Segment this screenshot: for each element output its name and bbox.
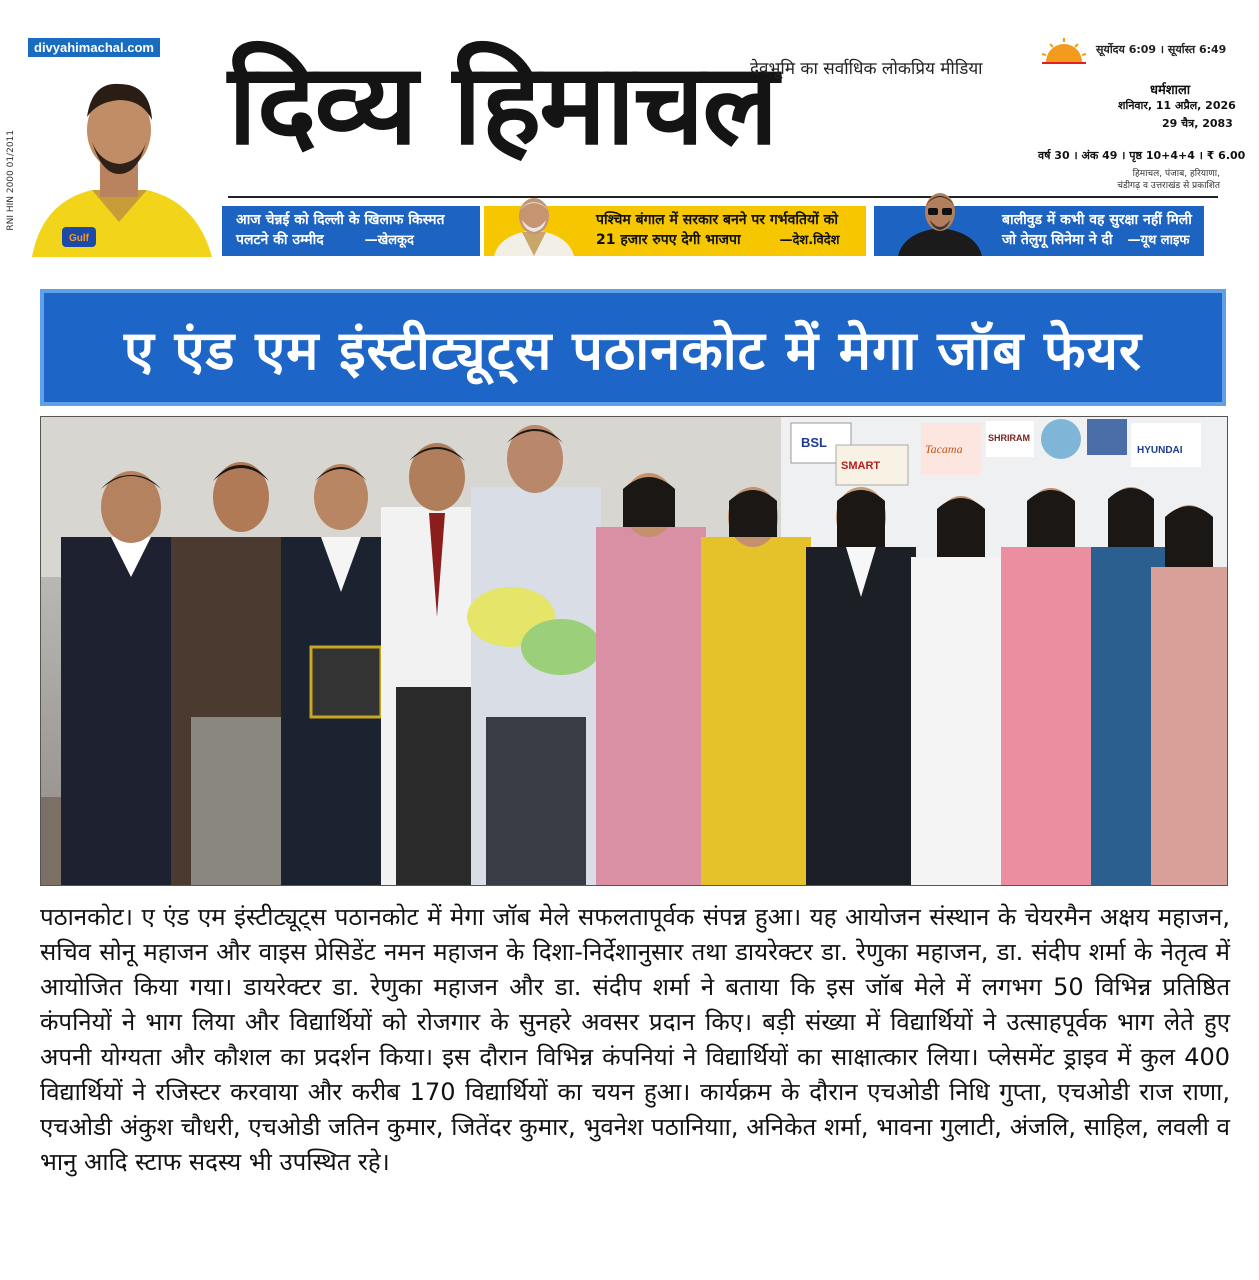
edition-city: धर्मशाला — [1150, 83, 1191, 98]
teaser-section: —यूथ लाइफ — [1127, 233, 1190, 248]
teaser-sports[interactable] — [222, 206, 480, 256]
headline-banner — [40, 289, 1226, 406]
newspaper-logo[interactable]: दिव्य हिमाचल — [228, 39, 777, 170]
masthead-divider — [228, 196, 1218, 198]
teaser-section: —खेलकूद — [364, 233, 414, 248]
article-body: पठानकोट। ए एंड एम इंस्टीट्यूट्स पठानकोट में मेगा जॉब मेले सफलतापूर्वक संपन्न हुआ। यह आयोजन संस्थान के चेयरमैन अक्षय महाजन, सचिव सोनू महाजन और वाइस प्रेसिडेंट नमन महाजन के दिशा-निर्देशानुसार तथा डायरेक्टर डा. रेणुका महाजन, डा. संदीप शर्मा के नेतृत्व में आयोजित किया गया। डायरेक्टर डा. रेणुका महाजन और डा. संदीप शर्मा ने बताया कि इस जॉब मेले में लगभग 50 विभिन्न प्रतिष्ठित कंपनियों ने भाग लिया और विद्यार्थियों को रोजगार के सुनहरे अवसर प्रदान किए। बड़ी संख्या में विद्यार्थियों ने उत्साहपूर्वक भाग लेते हुए अपनी योग्यता और कौशल का प्रदर्शन किया। इस दौरान विभिन्न कंपनियां ने विद्यार्थियों का साक्षात्कार लिया। प्लेसमेंट ड्राइव में कुल 400 विद्यार्थियों ने रजिस्टर करवाया और करीब 170 विद्यार्थियों का चयन हुआ। कार्यक्रम के दौरान एचओडी निधि गुप्ता, एचओडी राज राणा, एचओडी अंकुश चौधरी, एचओडी जतिन कुमार, जितेंदर कुमार, भुवनेश पठानियाा, अनिकेत शर्मा, भावना गुलाटी, अंजलि, साहिल, लवली व भानु आदि स्टाफ सदस्य भी उपस्थित रहे। — [40, 903, 1230, 1176]
teaser-line1: पश्चिम बंगाल में सरकार बनने पर गर्भवतियों को — [596, 212, 839, 228]
teaser-line1: आज चेन्नई को दिल्ली के खिलाफ किस्मत — [236, 212, 445, 228]
article-headline: ए एंड एम इंस्टीट्यूट्स पठानकोट में मेगा जॉब फेयर — [124, 319, 1142, 382]
sun-times: सूर्योदय 6:09 । सूर्यास्त 6:49 — [1096, 43, 1227, 56]
teaser-line2: जो तेलुगू सिनेमा ने दी — [1002, 232, 1113, 248]
jersey-logo: Gulf — [69, 233, 89, 244]
filmmaker-image — [898, 188, 982, 256]
tagline: देवभूमि का सर्वाधिक लोकप्रिय मीडिया — [750, 59, 983, 79]
article-photo — [40, 416, 1228, 886]
teaser-youth[interactable] — [874, 206, 1204, 256]
banner-logo: SMART — [841, 460, 881, 472]
sun-icon — [1040, 36, 1088, 70]
banner-logo: Tacama — [925, 442, 963, 456]
issue-info: वर्ष 30 । अंक 49 । पृष्ठ 10+4+4 । ₹ 6.00 — [1038, 149, 1246, 162]
site-url[interactable]: divyahimachal.com — [28, 38, 160, 57]
issue-date: शनिवार, 11 अप्रैल, 2026 — [1118, 99, 1236, 112]
teaser-line2: पलटने की उम्मीद — [236, 232, 324, 248]
teaser-section: —देश.विदेश — [779, 233, 840, 248]
teaser-national[interactable] — [484, 206, 866, 256]
teaser-line1: बालीवुड में कभी वह सुरक्षा नहीं मिली — [1002, 212, 1192, 228]
banner-logo: HYUNDAI — [1137, 445, 1183, 456]
hindu-date: 29 चैत्र, 2083 — [1162, 117, 1233, 130]
politician-image — [492, 194, 576, 256]
masthead — [0, 0, 1259, 262]
banner-logo: SHRIRAM — [988, 433, 1030, 443]
banner-logo: BSL — [801, 435, 827, 450]
cricketer-image — [22, 62, 217, 257]
teaser-line2: 21 हजार रुपए देगी भाजपा — [596, 232, 741, 248]
editions-text: हिमाचल, पंजाब, हरियाणा, चंडीगढ़ व उत्तराखंड से प्रकाशित — [1117, 169, 1220, 191]
registration-text: RNI HIN 2000 01/2011 — [6, 130, 16, 231]
